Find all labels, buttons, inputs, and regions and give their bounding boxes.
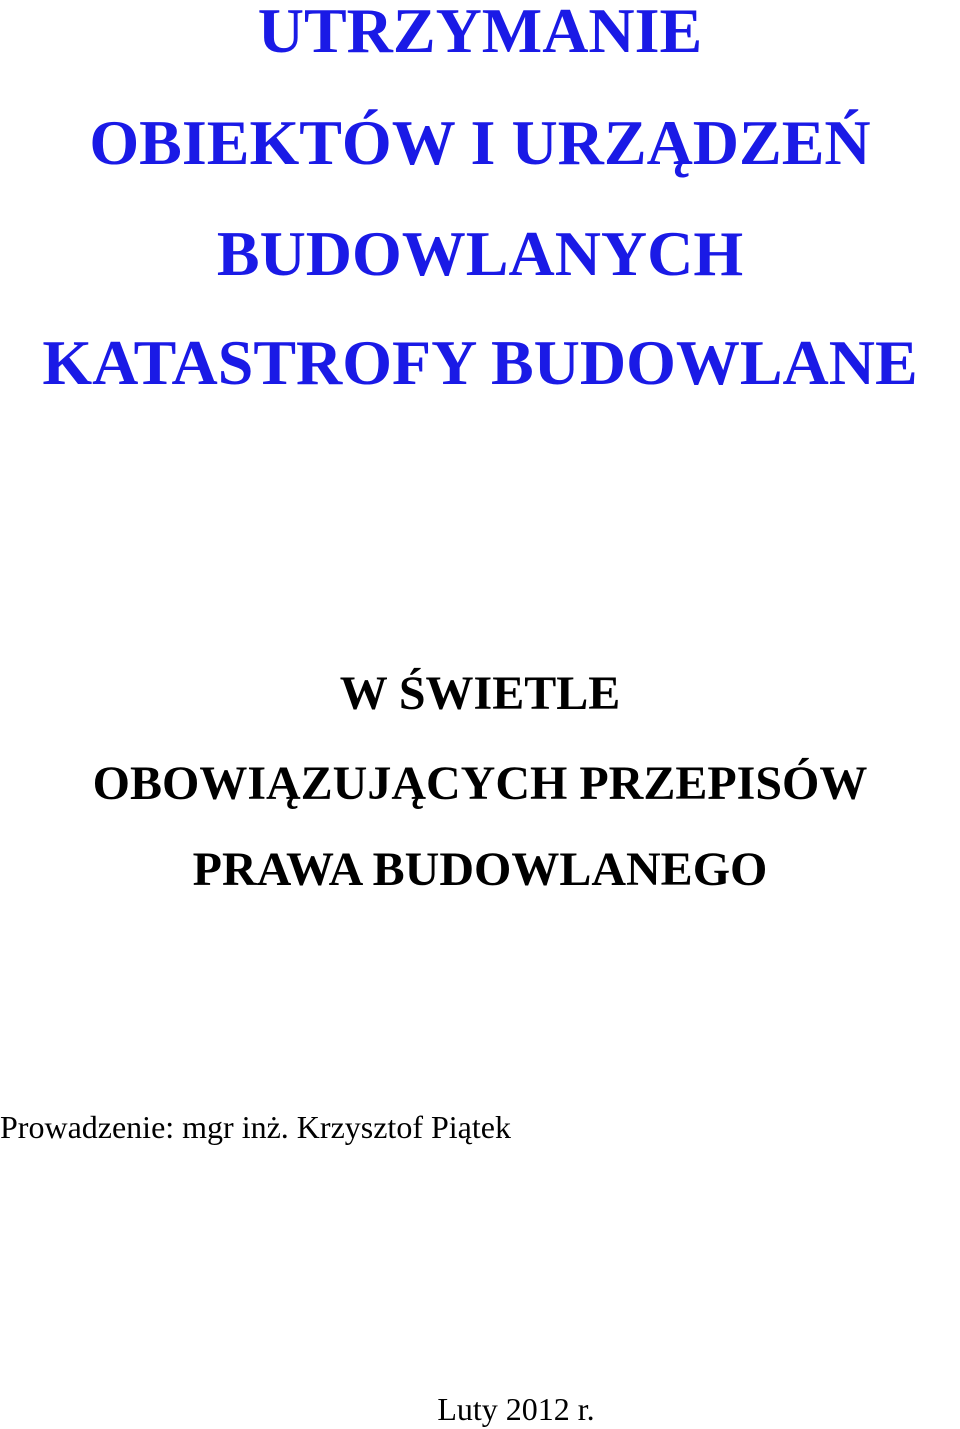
title-line-4: KATASTROFY BUDOWLANE xyxy=(42,327,918,398)
title-line-1: UTRZYMANIE xyxy=(257,0,703,66)
title-line-2: OBIEKTÓW I URZĄDZEŃ xyxy=(89,107,871,178)
subtitle-line-3: PRAWA BUDOWLANEGO xyxy=(192,843,768,896)
subtitle-line-2: OBOWIĄZUJĄCYCH PRZEPISÓW xyxy=(92,757,868,810)
title-line-3: BUDOWLANYCH xyxy=(216,218,744,289)
date-line: Luty 2012 r. xyxy=(437,1391,595,1427)
subtitle-line-1: W ŚWIETLE xyxy=(339,667,621,720)
author-line: Prowadzenie: mgr inż. Krzysztof Piątek xyxy=(0,1109,511,1145)
